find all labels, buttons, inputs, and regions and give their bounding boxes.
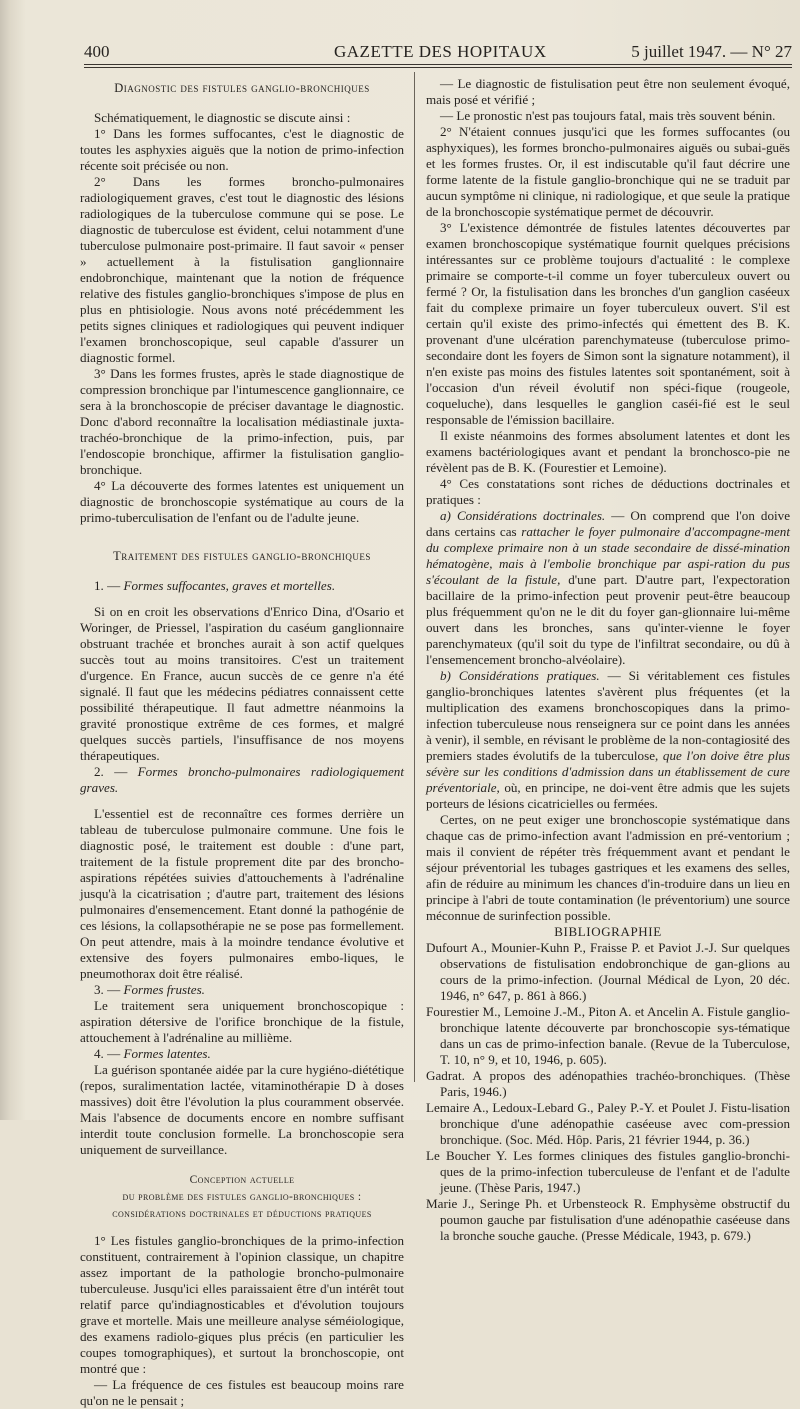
header-rule: [84, 64, 792, 65]
journal-title: GAZETTE DES HOPITAUX: [334, 42, 547, 61]
bibliography-entry: Le Boucher Y. Les formes cliniques des fistules ganglio-bronchi-ques de la primo-infection tuberculeuse de l'enfant et de l'adulte jeune. (Thèse Paris, 1947.): [426, 1148, 790, 1195]
left-column: [80, 76, 404, 1409]
paragraph-doctrinal: a) Considérations doctrinales. — On comprend que l'on doive dans certains cas rattacher le foyer pulmonaire d'accompagne-ment du complexe primaire non à un stade secondaire de dissé-mination hématogène, mais à l'embolie bronchique par aspi-ration du pus s'écoulant de la fistule, d'une part. D'autre part, l'expectoration bacillaire de la primo-infection peut provenir peut-être beaucoup plus fréquemment qu'on ne le dit du foyer gan-glionnaire lui-même ouvert dans les bronches, sans qu'inter-vienne le foyer parenchymateux (qu'il soit du type de l'infiltrat secondaire, ou dû à l'ensemencement broncho-alvéolaire).: [426, 508, 791, 667]
issue-date: 5 juillet 1947. — N° 27: [631, 42, 792, 61]
bibliography-entry: Fourestier M., Lemoine J.-M., Piton A. et Ancelin A. Fistule ganglio-bronchique latente découverte par bronchoscopie sys-tématique dans un cas de primo-infection banale. (Revue de la Tuberculose, T. 10, n° 9, et 10, 1946, p. 605).: [426, 1004, 790, 1067]
running-header: [84, 42, 792, 62]
paragraph-practical: b) Considérations pratiques. — Si véritablement ces fistules ganglio-bronchiques latentes s'avèrent plus fréquentes (et la multiplication des examens bronchoscopiques dans la primo-infection tuberculeuse nous renseignera sur ce point dans les années à venir), il semble, en révisant le problème de la non-contagiosité des premiers stades évolutifs de la tuberculose, que l'on doive être plus sévère sur les conditions d'admission dans un établissement de cure préventoriale, où, en principe, ne doi-vent être admis que les sujets porteurs de lésions cicatricielles ou fermées.: [426, 668, 790, 811]
paragraph: Schématiquement, le diagnostic se discute ainsi :: [94, 110, 351, 125]
paragraph: 1° Dans les formes suffocantes, c'est le diagnostic de toutes les asphyxies aiguës que la notion de primo-infection récente soit précisée ou non.: [80, 126, 404, 173]
page-number: 400: [84, 42, 110, 61]
column-divider: [414, 72, 415, 1082]
section-heading-conception: Conception actuelle du problème des fistules ganglio-bronchiques : considérations doctrinales et déductions pratiques: [112, 1174, 372, 1220]
paragraph: 4° La découverte des formes latentes est uniquement un diagnostic de bronchoscopie systématique au cours de la primo-tuberculisation de l'enfant ou de l'adulte jeune.: [80, 478, 404, 525]
subheading-3: 3. — Formes frustes.: [94, 982, 205, 997]
section-heading-treatment: Traitement des fistules ganglio-bronchiques: [113, 549, 371, 563]
header-rule-thin: [84, 67, 792, 68]
subheading-4: 4. — Formes latentes.: [94, 1046, 211, 1061]
paragraph: 3° Dans les formes frustes, après le stade diagnostique de compression bronchique par l'intumescence ganglionnaire, ce sera à la bronchoscopie de préciser davantage le diagnostic. Donc d'abord reconnaître la localisation médiastinale juxta-trachéo-bronchique de la primo-infection, puis, par l'endoscopie bronchique, affirmer la fistulisation ganglio-bronchique.: [80, 366, 404, 477]
paragraph: L'essentiel est de reconnaître ces formes derrière un tableau de tuberculose pulmonaire commune. Une fois le diagnostic posé, le traitement est double : d'une part, traitement de la fistule proprement dite par des broncho-aspirations répétées suivies d'attouchements à l'adrénaline jusqu'à la cicatrisation ; d'autre part, traitement des lésions pulmonaires d'ensemencement. Etant donné la pathogénie de ces lésions, la collapsothérapie ne se pose pas formellement. On peut attendre, mais à la moindre tendance évolutive et extensive des foyers pulmonaires embo-liques, le pneumothorax doit être réalisé.: [80, 806, 404, 981]
bibliography-heading: BIBLIOGRAPHIE: [554, 924, 662, 939]
paragraph: 2° N'étaient connues jusqu'ici que les formes suffocantes (ou asphyxiques), les formes broncho-pulmonaires aiguës ou subai-guës et les formes frustes. Or, il est indiscutable qu'il faut décrire une forme latente de la fistule ganglio-bronchique qui ne se traduit par aucun symptôme ni clinique, ni radiologique, et que seule la pratique de la bronchoscopie systématique permet de découvrir.: [426, 124, 790, 219]
paragraph: 2° Dans les formes broncho-pulmonaires radiologiquement graves, c'est tout le diagnostic des lésions radiologiques de la tuberculose commune qui se pose. Le diagnostic de tuberculose est évident, celui notamment d'une tuberculose pulmonaire post-primaire. Il faut savoir « penser » actuellement à la fistulisation ganglionnaire endobronchique, maintenant que la notion de fréquence relative des fistules ganglio-bronchiques s'impose de plus en plus en phtisiologie. Nous avons noté précédemment les petits signes cliniques et radiologiques qui peuvent indiquer l'examen bronchoscopique, seul capable d'assurer un diagnostic formel.: [80, 174, 404, 365]
bibliography-entry: Lemaire A., Ledoux-Lebard G., Paley P.-Y. et Poulet J. Fistu-lisation bronchique d'une adénopathie caséeuse avec com-pression bronchique. (Soc. Méd. Hôp. Paris, 21 février 1944, p. 36.): [426, 1100, 790, 1147]
paragraph: La guérison spontanée aidée par la cure hygiéno-diététique (repos, suralimentation lactée, vitaminothérapie D à doses massives) doit être l'évolution la plus couramment observée. Mais l'absence de documents encore en nombre suffisant interdit toute conclusion formelle. La bronchoscopie sera uniquement de surveillance.: [80, 1062, 404, 1157]
paragraph: Il existe néanmoins des formes absolument latentes et dont les examens bactériologiques avant et pendant la bronchosco-pie ne révèlent pas de B. K. (Fourestier et Lemoine).: [426, 428, 790, 475]
bibliography-entry: Marie J., Seringe Ph. et Urbensteock R. Emphysème obstructif du poumon gauche par fistulisation d'une adénopathie caséeuse dans la bronche souche gauche. (Presse Médicale, 1943, p. 679.): [426, 1196, 790, 1243]
section-heading-diagnostic: Diagnostic des fistules ganglio-bronchiques: [114, 81, 370, 95]
paragraph: 4° Ces constatations sont riches de déductions doctrinales et pratiques :: [426, 476, 790, 507]
bibliography-entry: Gadrat. A propos des adénopathies trachéo-bronchiques. (Thèse Paris, 1946.): [426, 1068, 790, 1099]
paragraph: 1° Les fistules ganglio-bronchiques de la primo-infection constituent, contrairement à l'opinion classique, un chapitre assez important de la pathologie broncho-pulmonaire tuberculeuse. Jusqu'ici elles paraissaient être d'un intérêt tout relatif parce qu'indiagnosticables et d'évolution toujours grave et mortelle. Mais une meilleure analyse séméiologique, des examens radiolo-giques plus précis (en particulier les coupes tomographiques), et surtout la bronchoscopie, ont montré que :: [80, 1233, 404, 1376]
subheading-1: 1. — Formes suffocantes, graves et mortelles.: [94, 578, 336, 593]
subheading-2: 2. — Formes broncho-pulmonaires radiologiquement graves.: [80, 764, 404, 795]
paragraph: Le traitement sera uniquement bronchoscopique : aspiration détersive de l'orifice bronchique de la fistule, attouchement à l'adrénaline au millième.: [80, 998, 404, 1045]
right-column: [426, 76, 790, 1244]
bibliography-entry: Dufourt A., Mounier-Kuhn P., Fraisse P. et Paviot J.-J. Sur quelques observations de fistulisation endobronchique de gan-glions au cours de la primo-infection. (Journal Médical de Lyon, 20 déc. 1946, n° 647, p. 861 à 866.): [426, 940, 790, 1003]
paragraph: Certes, on ne peut exiger une bronchoscopie systématique dans chaque cas de primo-infection avant l'admission en pré-ventorium ; mais il convient de répéter très fréquemment avant et pendant le séjour préventorial les tubages gastriques et les examens des selles, afin de réduire au minimum les chances d'in-troduire dans un lieu en principe à l'abri de toute contamination (le préventorium) une source méconnue de surinfection possible.: [426, 812, 790, 923]
paragraph: 3° L'existence démontrée de fistules latentes découvertes par examen bronchoscopique systématique fournit quelques précisions intéressantes sur ce problème toujours d'actualité : le complexe primaire se comporte-t-il comme un foyer tuberculeux ouvert ou fermé ? Or, la fistulisation dans les bronches d'un ganglion caséeux fait du complexe primaire un foyer tuberculeux ouvert. S'il est certain qu'il existe des primo-infectés qui émettent des B. K. provenant d'une ulcération parenchymateuse (tuberculose primo-secondaire dont les foyers de Simon sont la signature notamment), il n'en existe pas moins des fistules latentes soit spontanément, soit à l'occasion d'un réveil évolutif non spéci-fique (rougeole, coqueluche), dans lesquelles le ganglion caséi-fié est le seul responsable de l'émission bacillaire.: [426, 220, 790, 427]
paragraph: Si on en croit les observations d'Enrico Dina, d'Osario et Woringer, de Priessel, l'aspiration du caséum ganglionnaire obstruant trachée et bronches aurait à son actif quelques succès tout au moins transitoires. C'est un traitement d'urgence. En France, aucun succès de ce genre n'a été signalé. Il faut que les médecins pédiatres connaissent cette possibilité thérapeutique. Il faut admettre néanmoins la gravité pronostique extrême de ces formes, et malgré quelques succès partiels, l'insuffisance de nos moyens thérapeutiques.: [80, 604, 404, 763]
paragraph: — Le diagnostic de fistulisation peut être non seulement évoqué, mais posé et vérifié ;: [426, 76, 790, 107]
paragraph: — La fréquence de ces fistules est beaucoup moins rare qu'on ne le pensait ;: [80, 1377, 404, 1408]
paragraph: — Le pronostic n'est pas toujours fatal, mais très souvent bénin.: [440, 108, 776, 123]
